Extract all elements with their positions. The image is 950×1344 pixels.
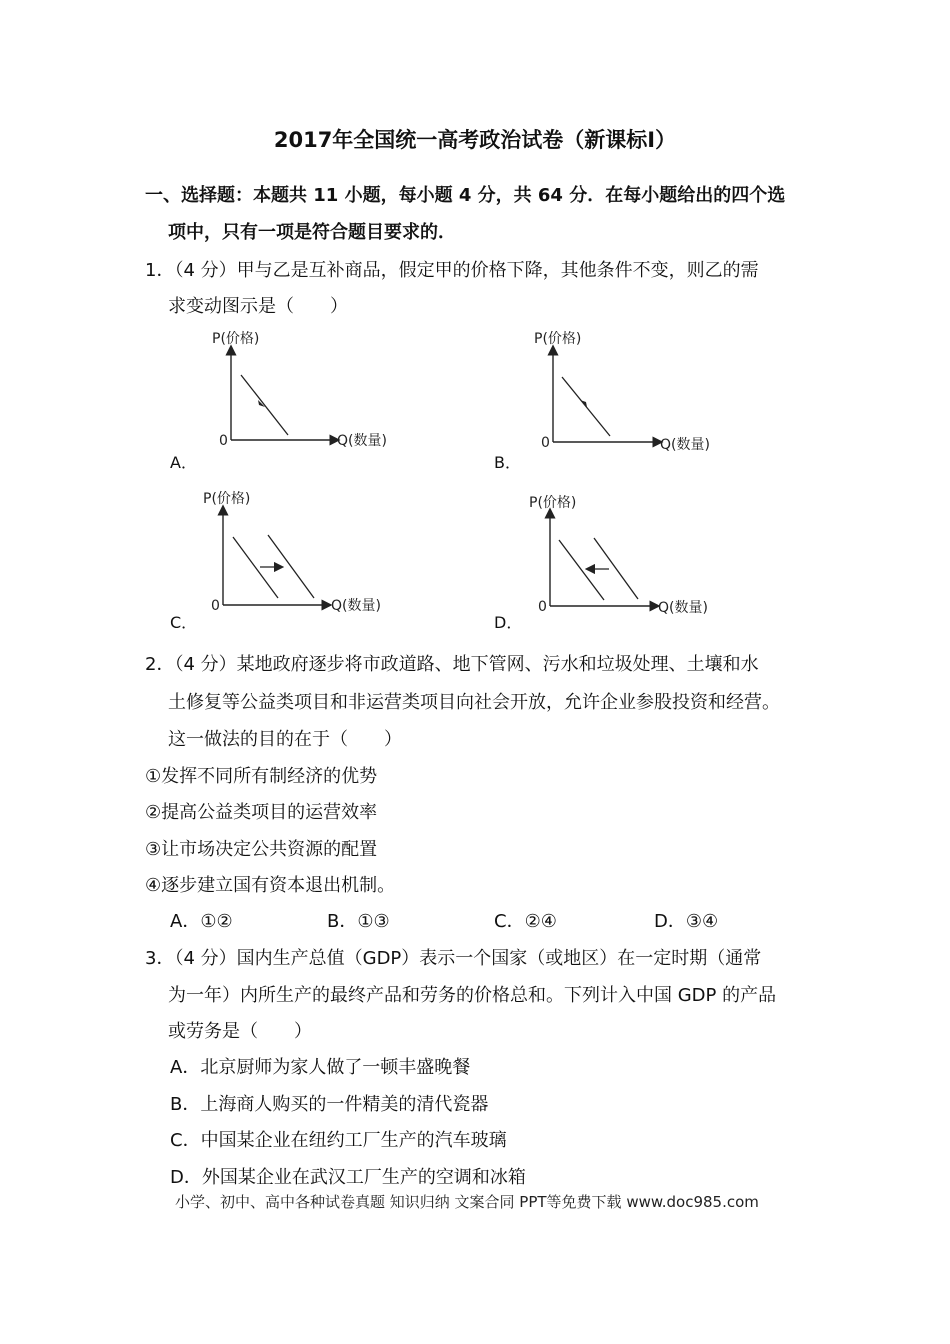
graph-d-p-label: P(价格) — [529, 495, 577, 511]
q3-stem-line1: 3．（4 分）国内生产总值（GDP）表示一个国家（或地区）在一定时期（通常 — [145, 948, 762, 969]
graph-a-origin: 0 — [219, 433, 228, 449]
graph-b — [520, 325, 730, 455]
q2-option-a: A．①② — [170, 911, 233, 932]
q1-option-d: D． — [494, 613, 523, 632]
q3-stem-line2: 为一年）内所生产的最终产品和劳务的价格总和。下列计入中国 GDP 的产品 — [168, 985, 777, 1006]
q2-item-2: ②提高公益类项目的运营效率 — [145, 802, 378, 823]
q3-option-a: A．北京厨师为家人做了一顿丰盛晚餐 — [170, 1057, 471, 1078]
q1-option-a: A． — [170, 453, 197, 472]
graph-a — [195, 325, 405, 455]
q2-stem-line1: 2．（4 分）某地政府逐步将市政道路、地下管网、污水和垃圾处理、土壤和水 — [145, 654, 759, 675]
q3-option-c: C．中国某企业在纽约工厂生产的汽车玻璃 — [170, 1130, 507, 1151]
q1-option-b: B． — [494, 453, 521, 472]
q1-stem-line2: 求变动图示是（ ） — [168, 296, 348, 317]
graph-a-demand-curve — [241, 375, 288, 435]
graph-d-q-label: Q(数量) — [658, 600, 708, 616]
section-heading-line2: 项中，只有一项是符合题目要求的． — [168, 222, 456, 243]
q2-option-b: B．①③ — [327, 911, 390, 932]
graph-b-origin: 0 — [541, 435, 550, 451]
q2-option-d: D．③④ — [654, 911, 719, 932]
graph-d — [520, 485, 730, 620]
graph-a-p-label: P(价格) — [212, 331, 260, 347]
q2-item-3: ③让市场决定公共资源的配置 — [145, 839, 378, 860]
graph-b-p-label: P(价格) — [534, 331, 582, 347]
graph-d-curve-1 — [559, 540, 604, 600]
graph-c-origin: 0 — [211, 598, 220, 614]
q3-option-b: B．上海商人购买的一件精美的清代瓷器 — [170, 1094, 489, 1115]
q2-item-1: ①发挥不同所有制经济的优势 — [145, 766, 378, 787]
graph-b-q-label: Q(数量) — [660, 437, 710, 453]
graph-b-up-arrow — [580, 400, 587, 407]
page-title: 2017年全国统一高考政治试卷（新课标I） — [273, 128, 677, 152]
graph-d-origin: 0 — [538, 599, 547, 615]
graph-c-q-label: Q(数量) — [331, 598, 381, 614]
q2-stem-line3: 这一做法的目的在于（ ） — [168, 729, 402, 750]
q3-stem-line3: 或劳务是（ ） — [168, 1021, 312, 1042]
q1-stem-line1: 1．（4 分）甲与乙是互补商品，假定甲的价格下降，其他条件不变，则乙的需 — [145, 260, 759, 281]
q2-option-c: C．②④ — [494, 911, 557, 932]
page-footer: 小学、初中、高中各种试卷真题 知识归纳 文案合同 PPT等免费下载 www.doc985.com — [175, 1193, 759, 1211]
q2-item-4: ④逐步建立国有资本退出机制。 — [145, 875, 396, 896]
graph-c-p-label: P(价格) — [203, 491, 251, 507]
q3-option-d: D．外国某企业在武汉工厂生产的空调和冰箱 — [170, 1167, 526, 1188]
q2-stem-line2: 土修复等公益类项目和非运营类项目向社会开放，允许企业参股投资和经营。 — [168, 692, 780, 713]
graph-a-q-label: Q(数量) — [337, 433, 387, 449]
q1-option-c: C． — [170, 613, 198, 632]
graph-c — [195, 485, 405, 620]
section-heading-line1: 一、选择题：本题共 11 小题，每小题 4 分，共 64 分．在每小题给出的四个选 — [145, 185, 786, 206]
graph-b-demand-curve — [562, 377, 610, 436]
